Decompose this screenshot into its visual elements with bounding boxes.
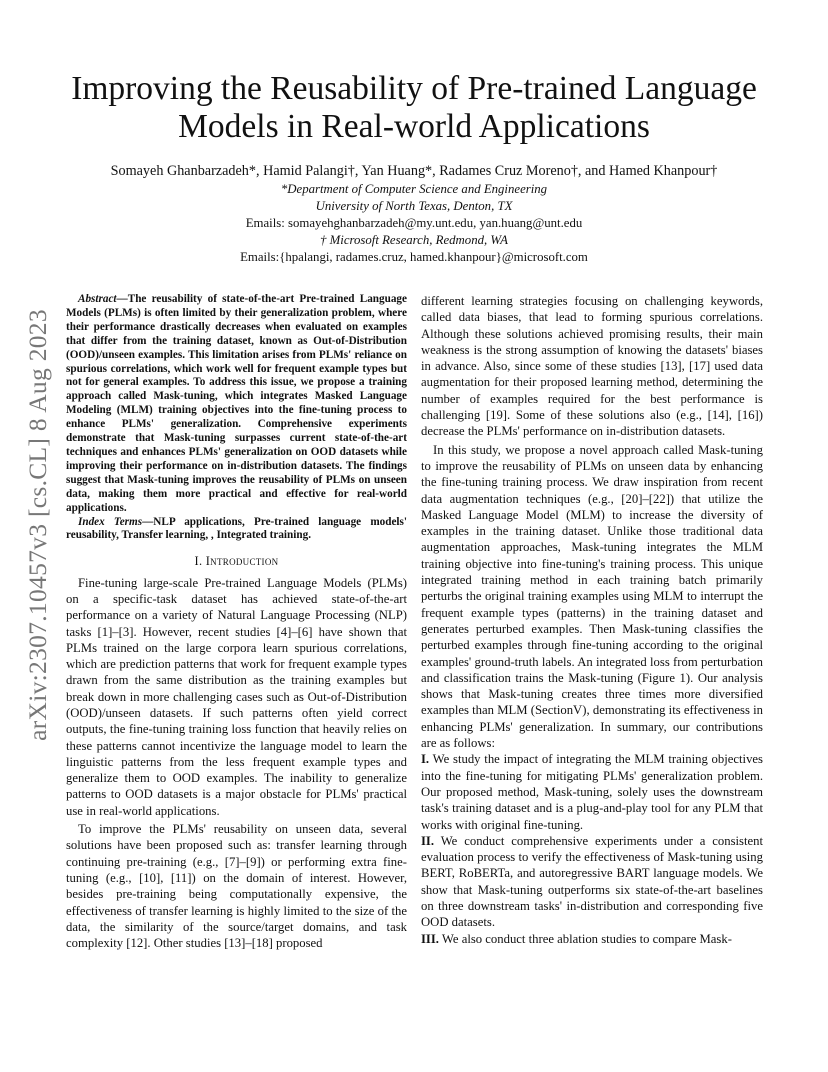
paper-title: Improving the Reusability of Pre-trained Language Models in Real-world Applications <box>71 70 757 145</box>
abstract <box>66 293 407 516</box>
affiliation-dept: *Department of Computer Science and Engineering <box>280 182 548 196</box>
contribution-3 <box>421 931 763 947</box>
left-column <box>66 293 407 951</box>
contribution-2-number: II. <box>421 833 435 848</box>
intro-paragraph-2: To improve the PLMs' reusability on unseen data, several solutions have been proposed such as: transfer learning through continuing pre-training (e.g., [7]–[9]) or performing extra fine-tuning (e.g., [10], [11]) on the domain of interest. However, besides pre-training being computationally expensive, the effectiveness of transfer learning is highly limited to the size of the data, the similarity of the source/target domains, and task complexity [12]. Other studies [13]–[18] proposed <box>66 822 407 951</box>
contribution-1 <box>421 751 763 832</box>
emails-microsoft: Emails:{hpalangi, radames.cruz, hamed.khanpour}@microsoft.com <box>240 250 588 264</box>
contribution-1-text: We study the impact of integrating the MLM training objectives into the fine-tuning for mitigating PLMs' generalization problem. Our proposed method, Mask-tuning, solely uses the downstream task's training dataset and is a plug-and-play tool for any PLM that works with original fine-tuning. <box>421 752 763 832</box>
intro-paragraph-1: Fine-tuning large-scale Pre-trained Language Models (PLMs) on a specific-task dataset has achieved state-of-the-art performance on a variety of Natural Language Processing (NLP) tasks [1]–[3]. However, recent studies [4]–[6] have shown that PLMs trained on the large corpora learn spurious correlations, which are prediction patterns that work for frequent example types drawn from the same distribution as the training examples but break down in more challenging cases such as Out-of-Distribution (OOD)/unseen datasets. If such patterns often yield correct outputs, the fine-tuning training loss function that heavily relies on these patterns cannot incentivize the language model to learn the linguistic patterns from the less frequent example types and generalize them to OOD examples. The inability to generalize patterns to OOD datasets is a major obstacle for PLMs' practical use in real-world applications. <box>66 575 407 818</box>
contribution-3-number: III. <box>421 931 439 946</box>
emails-unt: Emails: somayehghanbarzadeh@my.unt.edu, yan.huang@unt.edu <box>245 216 583 230</box>
right-paragraph-1: different learning strategies focusing on challenging keywords, called data biases, that lead to forming spurious correlations. Although these solutions achieved promising results, their main weakness is the strong assumption of knowing the datasets' biases in advance. Also, since some of these studies [13], [17] used data augmentation for their proposed learning method, determining the number of examples required for the best performance is challenging [19]. Some of these solutions also (e.g., [14], [16]) decrease the PLMs' performance on in-distribution datasets. <box>421 294 763 439</box>
abstract-text: —The reusability of state-of-the-art Pre-trained Language Models (PLMs) is often limited by their generalization problem, where their performance drastically decreases when evaluated on examples that differ from the training dataset, known as Out-of-Distribution (OOD)/unseen examples. This limitation arises from PLMs' reliance on spurious correlations, which work well for frequent example types but not for general examples. To address this issue, we propose a training approach called Mask-tuning, which integrates Masked Language Modeling (MLM) training objectives into the fine-tuning process to enhance PLMs' generalization. Comprehensive experiments demonstrate that Mask-tuning surpasses current state-of-the-art techniques and enhances PLMs' generalization on OOD datasets while improving their performance on in-distribution datasets. The findings suggest that Mask-tuning improves the reusability of PLMs on unseen data, making them more practical and effective for real-world applications. <box>66 293 407 514</box>
index-terms-text: —NLP applications, Pre-trained language models' reusability, Transfer learning, , Integrated training. <box>66 515 407 542</box>
section-heading-introduction: I. Introduction <box>194 554 279 569</box>
abstract-label: Abstract <box>78 293 117 305</box>
right-column <box>421 293 763 947</box>
index-terms <box>66 516 407 544</box>
affiliation-university: University of North Texas, Denton, TX <box>315 199 513 213</box>
right-paragraph-2: In this study, we propose a novel approach called Mask-tuning to improve the reusability of PLMs on unseen data by enhancing the fine-tuning training process. We draw inspiration from recent data augmentation techniques (e.g., [20]–[22]) that utilize the Masked Language Model (MLM) to increase the diversity of examples in the training dataset. Unlike those traditional data augmentation approaches, Mask-tuning integrates the MLM training objective into fine-tuning's training process. This unique integrated training method in each training batch primarily perturbs the original training examples using MLM to interrupt the frequent example types (patterns) in the training dataset and generates perturbed examples. Then Mask-tuning classifies the perturbed examples through fine-tuning according to the original examples' ground-truth labels. An integrated loss from perturbation and classification trains the Mask-tuning (Figure 1). Our analysis shows that Mask-tuning creates three times more diversified examples than MLM (SectionV), demonstrating its effectiveness in enhancing PLMs' generalization. In summary, our contributions are as follows: <box>421 442 763 751</box>
contribution-1-number: I. <box>421 752 430 767</box>
contribution-2 <box>421 833 763 931</box>
contribution-3-text: We also conduct three ablation studies to compare Mask- <box>438 931 732 946</box>
arxiv-identifier: arXiv:2307.10457v3 [cs.CL] 8 Aug 2023 <box>23 309 52 741</box>
contribution-2-text: We conduct comprehensive experiments under a consistent evaluation process to verify the effectiveness of Mask-tuning using BERT, RoBERTa, and autoregressive BART language models. We show that Mask-tuning outperforms six state-of-the-art baselines on three downstream tasks' in-distribution and corresponding five OOD datasets. <box>421 833 763 930</box>
affiliation-microsoft: † Microsoft Research, Redmond, WA <box>320 233 508 247</box>
index-terms-label: Index Terms <box>78 515 143 528</box>
author-list: Somayeh Ghanbarzadeh*, Hamid Palangi†, Yan Huang*, Radames Cruz Moreno†, and Hamed Khanpour† <box>110 163 718 179</box>
